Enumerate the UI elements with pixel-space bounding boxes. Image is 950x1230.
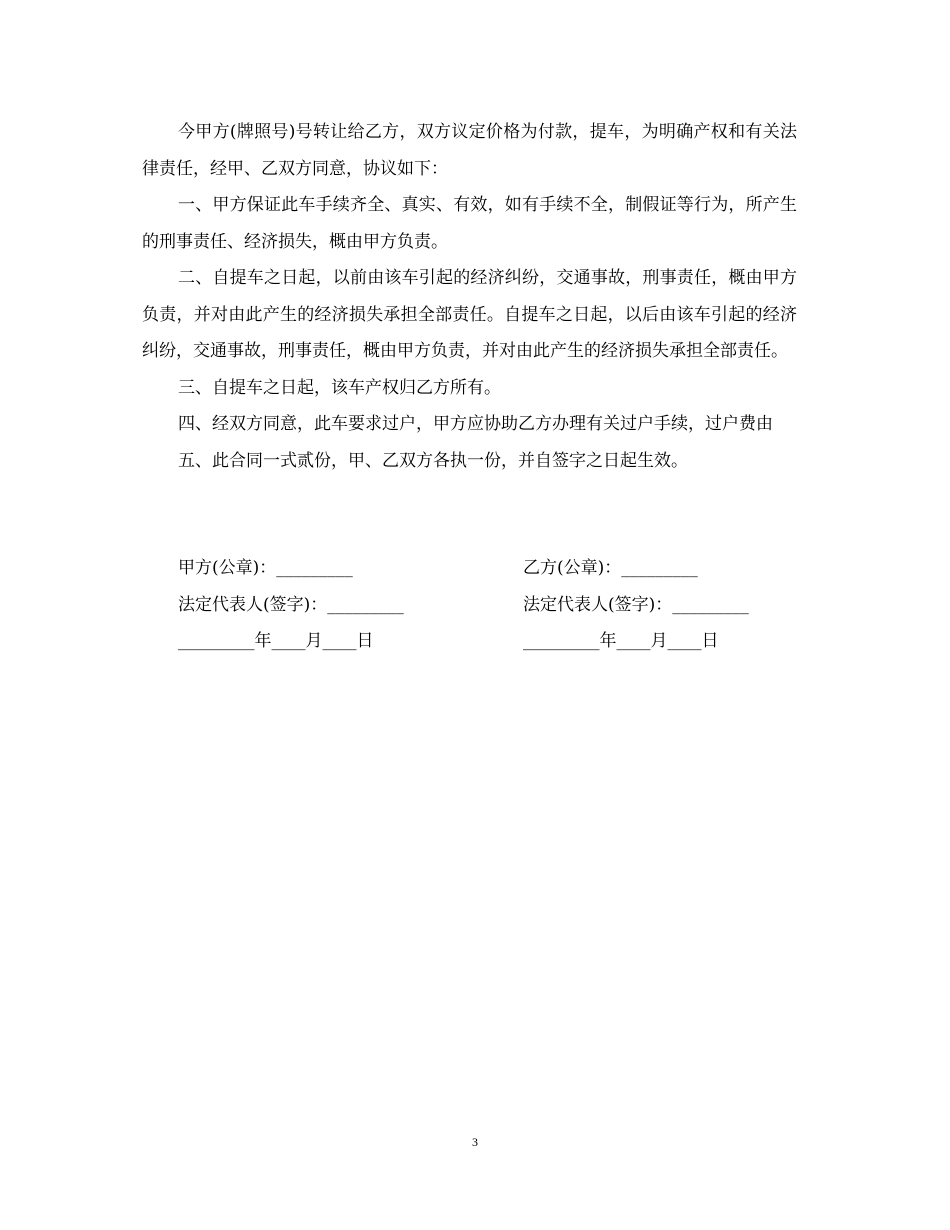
paragraph-clause-3: 三、自提车之日起，该车产权归乙方所有。 [178,377,501,398]
paragraph-clause-5: 五、此合同一式贰份，甲、乙双方各执一份，并自签字之日起生效。 [178,450,688,471]
party-b-seal-line: 乙方(公章)：_________ [523,558,698,578]
paragraph-clause-2: 二、自提车之日起，以前由该车引起的经济纠纷，交通事故，刑事责任，概由甲方负责，并对由此产生的经济损失承担全部责任。自提车之日起，以后由该车引起的经济纠纷，交通事故，刑事责任，概由甲方负责，并对由此产生的经济损失承担全部责任。 [142,268,797,361]
signature-block [178,550,798,660]
party-a-seal-line: 甲方(公章)：_________ [178,558,353,578]
signature-row-representative [178,587,798,624]
party-a-representative-line: 法定代表人(签字)：_________ [178,594,404,615]
signature-row-date [178,623,798,660]
paragraph-clause-4: 四、经双方同意，此车要求过户，甲方应协助乙方办理有关过户手续，过户费由 [178,414,773,434]
paragraph-intro: 今甲方(牌照号)号转让给乙方，双方议定价格为付款，提车，为明确产权和有关法律责任，经甲、乙双方同意，协议如下： [142,122,797,179]
party-b-representative-line: 法定代表人(签字)：_________ [523,594,749,615]
party-a-date-line: _________年____月____日 [178,631,374,651]
page-number: 3 [472,1135,478,1149]
paragraph-clause-1: 一、甲方保证此车手续齐全、真实、有效，如有手续不全，制假证等行为，所产生的刑事责任、经济损失，概由甲方负责。 [142,195,797,252]
party-b-date-line: _________年____月____日 [523,631,719,651]
signature-row-seal [178,550,798,587]
contract-body [142,114,797,479]
